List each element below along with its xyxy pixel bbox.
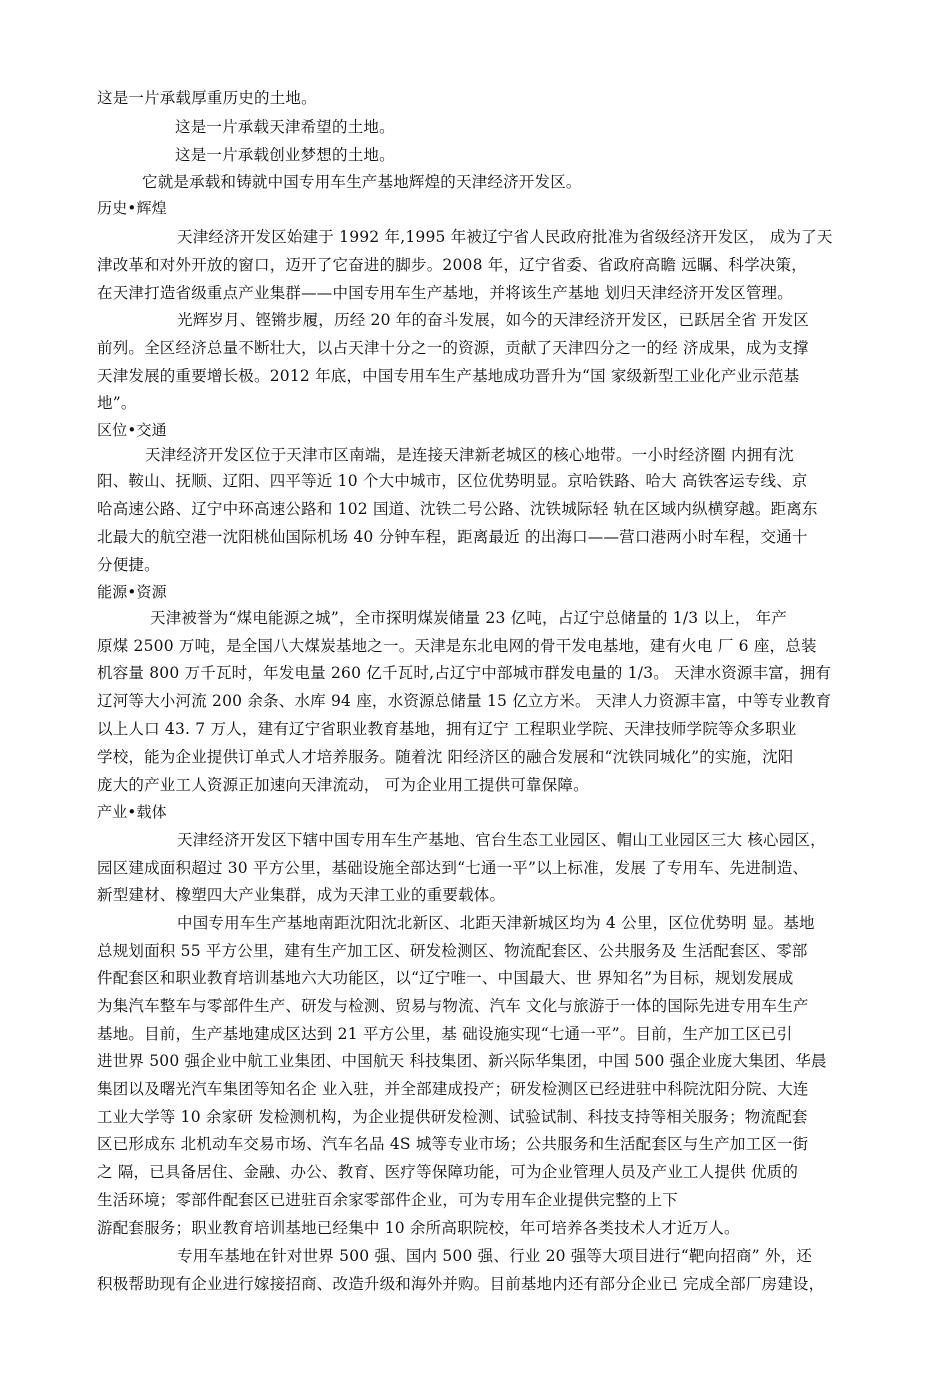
location-line-3: 哈高速公路、辽宁中环高速公路和 102 国道、沈铁二号公路、沈铁城际轻 轨在区域内纵横穿越。距离东: [97, 500, 818, 518]
industry-line-15: 游配套服务；职业教育培训基地已经集中 10 余所高职院校，年可培养各类技术人才近万人。: [97, 1219, 740, 1237]
industry-line-14: 生活环境；零部件配套区已进驻百余家零部件企业，可为专用车企业提供完整的上下: [97, 1191, 678, 1209]
industry-line-17: 积极帮助现有企业进行嫁接招商、改造升级和海外并购。目前基地内还有部分企业已 完成全部厂房建设，: [97, 1275, 825, 1293]
history-line-4: 光辉岁月、铿锵步履，历经 20 年的奋斗发展，如今的天津经济开发区，已跃居全省 开发区: [177, 311, 810, 329]
energy-line-6: 学校，能为企业提供订单式人才培养服务。随着沈 阳经济区的融合发展和“沈铁同城化”的实施，沈阳: [97, 748, 794, 766]
industry-line-7: 为集汽车整车与零部件生产、研发与检测、贸易与物流、汽车 文化与旅游于一体的国际先进专用车生产: [97, 997, 809, 1015]
industry-line-16: 专用车基地在针对世界 500 强、国内 500 强、行业 20 强等大项目进行“靶向招商” 外，还: [177, 1247, 813, 1265]
energy-line-5: 以上人口 43. 7 万人，建有辽宁省职业教育基地，拥有辽宁 工程职业学院、天津技师学院等众多职业: [97, 720, 797, 738]
intro-line-3: 这是一片承载创业梦想的土地。: [175, 146, 395, 164]
history-line-2: 津改革和对外开放的窗口，迈开了它奋进的脚步。2008 年，辽宁省委、省政府高瞻 远瞩、科学决策，: [97, 256, 807, 274]
industry-line-12: 区已形成东 北机动车交易市场、汽车名品 4S 城等专业市场；公共服务和生活配套区与生产加工区一街: [97, 1135, 809, 1153]
energy-line-1: 天津被誉为“煤电能源之城”，全市探明煤炭储量 23 亿吨，占辽宁总储量的 1/3 以上， 年产: [150, 609, 788, 627]
section-heading-history: 历史•辉煌: [97, 199, 167, 217]
industry-line-13: 之 隔，已具备居住、金融、办公、教育、医疗等保障功能，可为企业管理人员及产业工人提供 优质的: [97, 1163, 799, 1181]
history-line-7: 地”。: [97, 394, 137, 412]
industry-line-3: 新型建材、橡塑四大产业集群，成为天津工业的重要载体。: [97, 886, 506, 904]
industry-line-9: 进世界 500 强企业中航工业集团、中国航天 科技集团、新兴际华集团，中国 500 强企业庞大集团、华晨: [97, 1052, 827, 1070]
section-heading-energy: 能源•资源: [97, 583, 167, 601]
intro-line-1: 这是一片承载厚重历史的土地。: [97, 89, 317, 107]
industry-line-4: 中国专用车生产基地南距沈阳沈北新区、北距天津新城区均为 4 公里，区位优势明 显。基地: [177, 914, 815, 932]
section-heading-industry: 产业•载体: [97, 803, 167, 821]
industry-line-8: 基地。目前，生产基地建成区达到 21 平方公里，基 础设施实现“七通一平”。目前，生产加工区已引: [97, 1025, 793, 1043]
location-line-4: 北最大的航空港一沈阳桃仙国际机场 40 分钟车程，距离最近 的出海口——营口港两小时车程，交通十: [97, 528, 808, 546]
location-line-1: 天津经济开发区位于天津市区南端，是连接天津新老城区的核心地带。一小时经济圈 内拥有沈: [145, 446, 794, 464]
intro-line-4: 它就是承载和铸就中国专用车生产基地辉煌的天津经济开发区。: [142, 173, 582, 191]
energy-line-4: 辽河等大小河流 200 余条、水库 94 座，水资源总储量 15 亿立方米。 天津人力资源丰富，中等专业教育: [97, 692, 832, 710]
section-heading-location: 区位•交通: [97, 421, 167, 439]
industry-line-10: 集团以及曙光汽车集团等知名企 业入驻，并全部建成投产；研发检测区已经进驻中科院沈阳分院、大连: [97, 1080, 809, 1098]
history-line-1: 天津经济开发区始建于 1992 年,1995 年被辽宁省人民政府批准为省级经济开发区， 成为了天: [177, 228, 833, 246]
energy-line-3: 机容量 800 万千瓦时，年发电量 260 亿千瓦时,占辽宁中部城市群发电量的 1/3。 天津水资源丰富，拥有: [97, 664, 832, 682]
industry-line-2: 园区建成面积超过 30 平方公里，基础设施全部达到“七通一平”以上标准，发展 了专用车、先进制造、: [97, 859, 809, 877]
intro-line-2: 这是一片承载天津希望的土地。: [175, 118, 395, 136]
history-line-6: 天津发展的重要增长极。2012 年底，中国专用车生产基地成功晋升为“国 家级新型工业化产业示范基: [97, 367, 800, 385]
industry-line-5: 总规划面积 55 平方公里，建有生产加工区、研发检测区、物流配套区、公共服务及 生活配套区、零部: [97, 942, 808, 960]
location-line-2: 阳、鞍山、抚顺、辽阳、四平等近 10 个大中城市，区位优势明显。京哈铁路、哈大 高铁客运专线、京: [97, 472, 808, 490]
energy-line-2: 原煤 2500 万吨，是全国八大煤炭基地之一。天津是东北电网的骨干发电基地，建有火电 厂 6 座，总装: [97, 637, 817, 655]
history-line-5: 前列。全区经济总量不断壮大，以占天津十分之一的资源，贡献了天津四分之一的经 济成果，成为支撑: [97, 339, 809, 357]
energy-line-7: 庞大的产业工人资源正加速向天津流动， 可为企业用工提供可靠保障。: [97, 776, 589, 794]
industry-line-11: 工业大学等 10 余家研 发检测机构，为企业提供研发检测、试验试制、科技支持等相关服务；物流配套: [97, 1108, 808, 1126]
location-line-5: 分便捷。: [97, 556, 160, 574]
history-line-3: 在天津打造省级重点产业集群——中国专用车生产基地，并将该生产基地 划归天津经济开发区管理。: [97, 284, 793, 302]
industry-line-1: 天津经济开发区下辖中国专用车生产基地、官台生态工业园区、帽山工业园区三大 核心园区，: [177, 831, 826, 849]
industry-line-6: 件配套区和职业教育培训基地六大功能区，以“辽宁唯一、中国最大、世 界知名”为目标，规划发展成: [97, 969, 794, 987]
